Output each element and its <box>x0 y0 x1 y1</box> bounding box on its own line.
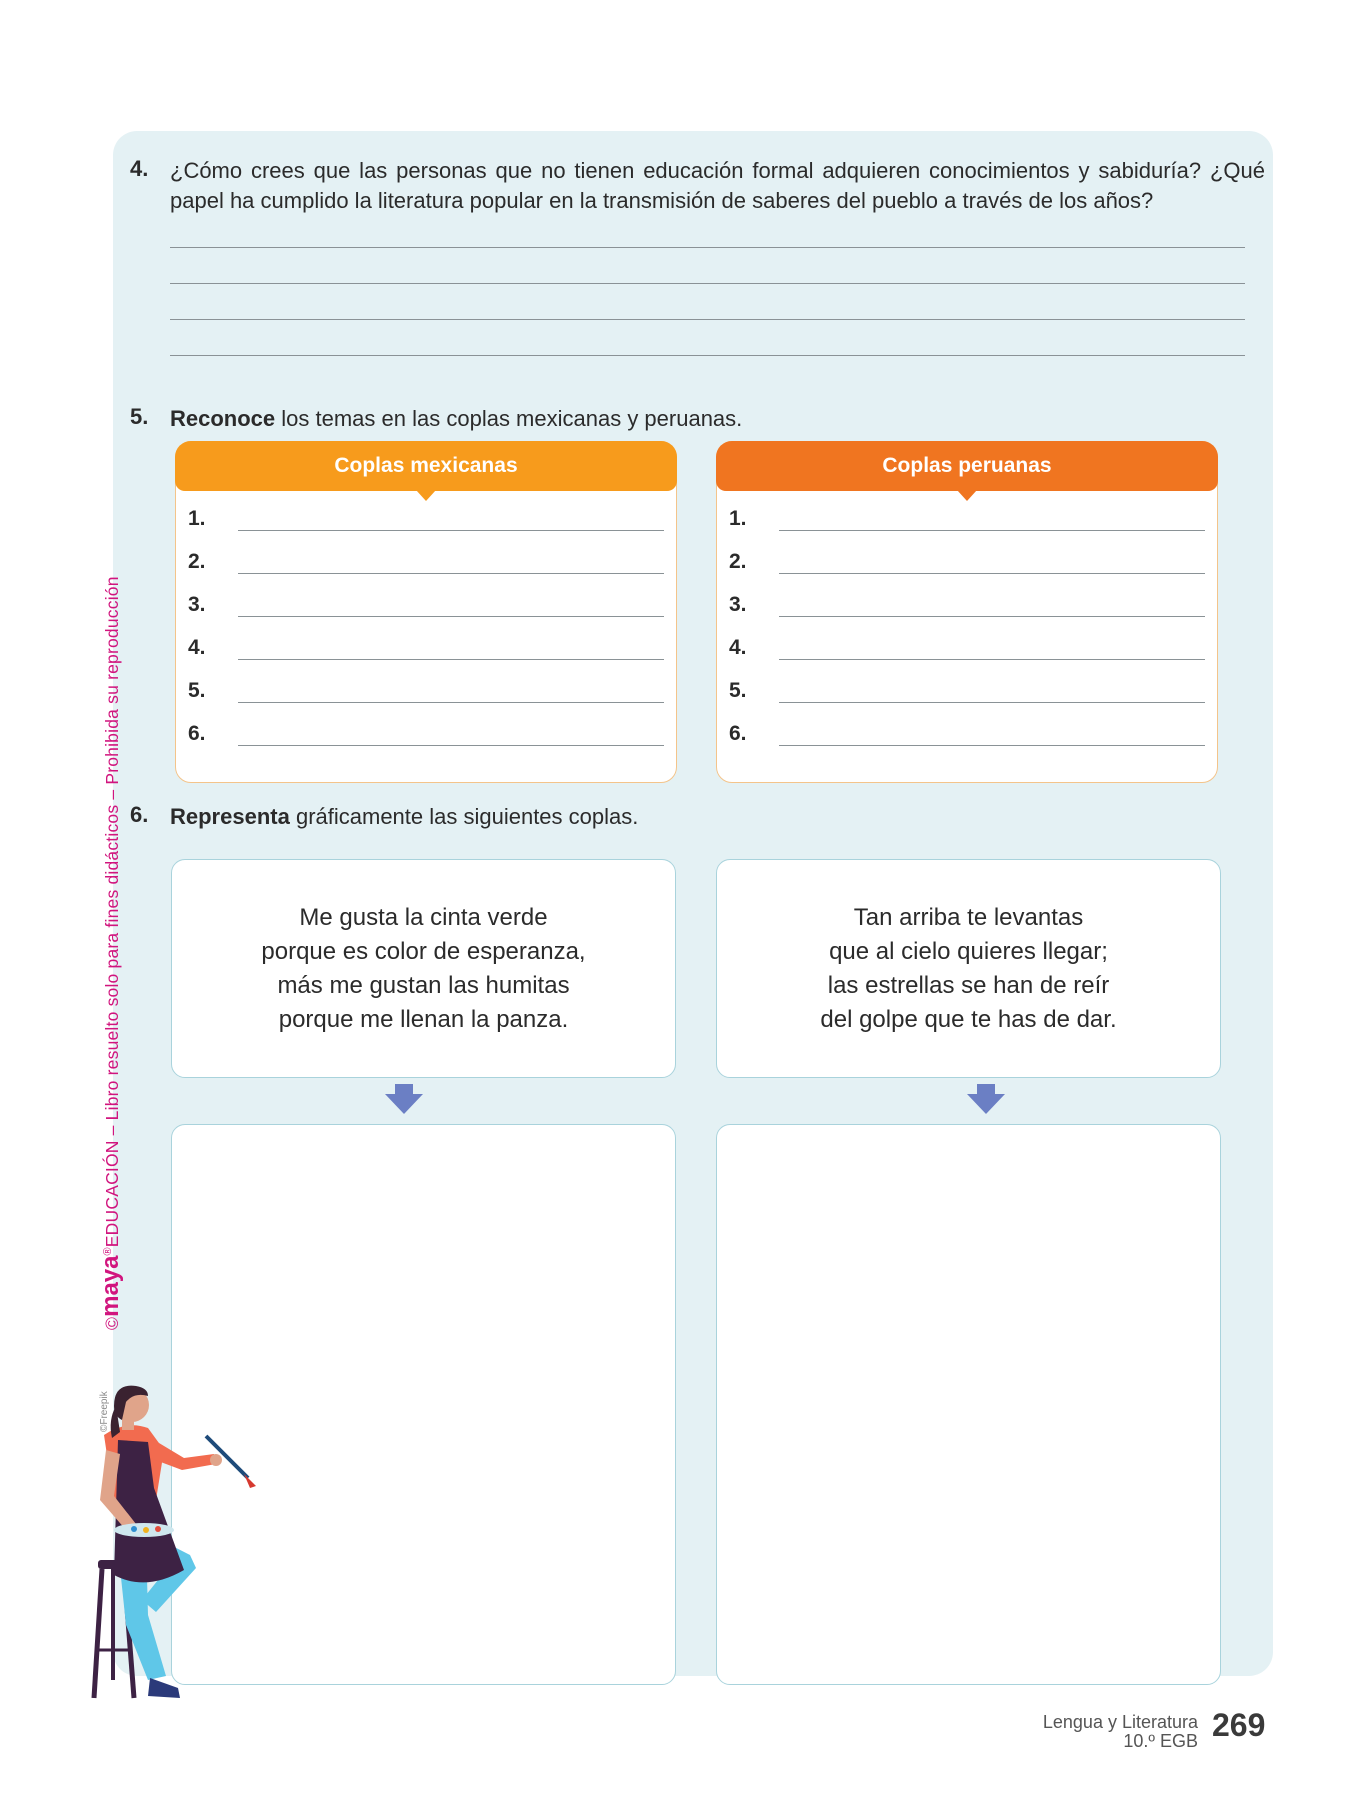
notice-text: EDUCACIÓN – Libro resuelto solo para fines didácticos – Prohibida su reproducción <box>102 576 122 1248</box>
item-number: 6. <box>729 722 747 745</box>
answer-line[interactable] <box>238 702 664 703</box>
copla-2-text <box>820 901 1116 1037</box>
coplas-mexicanas-title: Coplas mexicanas <box>334 454 518 477</box>
answer-line[interactable] <box>170 283 1245 284</box>
question-5-text <box>170 404 742 434</box>
poem-line: las estrellas se han de reír <box>827 971 1110 999</box>
coplas-peruanas-header <box>716 441 1218 491</box>
copla-1-box <box>171 859 676 1078</box>
question-5-rest: los temas en las coplas mexicanas y peruanas. <box>275 406 743 431</box>
coplas-mexicanas-box <box>175 441 677 783</box>
coplas-peruanas-title: Coplas peruanas <box>882 454 1052 477</box>
list-item[interactable] <box>188 501 664 544</box>
page-number: 269 <box>1212 1707 1266 1743</box>
coplas-mexicanas-header <box>175 441 677 491</box>
down-arrow-icon <box>967 1084 1005 1114</box>
item-number: 5. <box>729 679 747 702</box>
copyright-notice <box>97 576 125 1330</box>
poem-line: del golpe que te has de dar. <box>820 1005 1117 1033</box>
question-6-verb: Representa <box>170 804 290 829</box>
answer-line[interactable] <box>238 573 664 574</box>
item-number: 4. <box>188 636 206 659</box>
question-5-number: 5. <box>130 404 149 429</box>
poem-line: Me gusta la cinta verde <box>299 903 548 931</box>
item-number: 1. <box>729 507 747 530</box>
answer-line[interactable] <box>779 745 1205 746</box>
list-item[interactable] <box>188 716 664 759</box>
answer-line[interactable] <box>170 355 1245 356</box>
item-number: 3. <box>729 593 747 616</box>
list-item[interactable] <box>188 544 664 587</box>
list-item[interactable] <box>729 716 1205 759</box>
coplas-peruanas-box <box>716 441 1218 783</box>
question-6-text <box>170 802 638 832</box>
poem-line: que al cielo quieres llegar; <box>829 937 1108 965</box>
answer-line[interactable] <box>238 616 664 617</box>
poem-line: más me gustan las humitas <box>277 971 570 999</box>
item-number: 1. <box>188 507 206 530</box>
list-item[interactable] <box>729 544 1205 587</box>
list-item[interactable] <box>729 630 1205 673</box>
copla-1-text <box>261 901 585 1037</box>
answer-line[interactable] <box>238 745 664 746</box>
maya-logo: maya <box>97 1255 124 1317</box>
painter-woman-illustration <box>86 1380 276 1720</box>
header-notch <box>416 490 436 501</box>
footer-subject <box>1043 1713 1198 1751</box>
poem-line: porque me llenan la panza. <box>278 1005 569 1033</box>
answer-line[interactable] <box>238 659 664 660</box>
item-number: 3. <box>188 593 206 616</box>
question-4-number: 4. <box>130 156 149 181</box>
registered-mark: ® <box>102 1247 115 1256</box>
item-number: 2. <box>729 550 747 573</box>
answer-line[interactable] <box>779 702 1205 703</box>
answer-line[interactable] <box>779 530 1205 531</box>
question-5-verb: Reconoce <box>170 406 276 431</box>
poem-line: Tan arriba te levantas <box>853 903 1084 931</box>
down-arrow-icon <box>385 1084 423 1114</box>
question-6-rest: gráficamente las siguientes coplas. <box>289 804 639 829</box>
item-number: 6. <box>188 722 206 745</box>
drawing-area-2[interactable] <box>716 1124 1221 1685</box>
list-item[interactable] <box>188 587 664 630</box>
grade-label: 10.º EGB <box>1123 1731 1198 1751</box>
answer-line[interactable] <box>779 616 1205 617</box>
item-number: 5. <box>188 679 206 702</box>
list-item[interactable] <box>188 673 664 716</box>
image-credit: ©Freepik <box>99 1391 110 1432</box>
answer-line[interactable] <box>170 247 1245 248</box>
list-item[interactable] <box>729 501 1205 544</box>
answer-line[interactable] <box>170 319 1245 320</box>
item-number: 2. <box>188 550 206 573</box>
answer-line[interactable] <box>779 659 1205 660</box>
list-item[interactable] <box>188 630 664 673</box>
poem-line: porque es color de esperanza, <box>261 937 586 965</box>
list-item[interactable] <box>729 673 1205 716</box>
subject-name: Lengua y Literatura <box>1042 1712 1198 1732</box>
answer-line[interactable] <box>238 530 664 531</box>
question-4-text: ¿Cómo crees que las personas que no tienen educación formal adquieren conocimientos y sabiduría? ¿Qué papel ha cumplido la literatura popular en la transmisión de saberes del pueblo a través de los años? <box>170 158 1265 213</box>
item-number: 4. <box>729 636 747 659</box>
list-item[interactable] <box>729 587 1205 630</box>
copyright-symbol: © <box>102 1316 122 1330</box>
copla-2-box <box>716 859 1221 1078</box>
question-6-number: 6. <box>130 802 149 827</box>
answer-line[interactable] <box>779 573 1205 574</box>
header-notch <box>957 490 977 501</box>
